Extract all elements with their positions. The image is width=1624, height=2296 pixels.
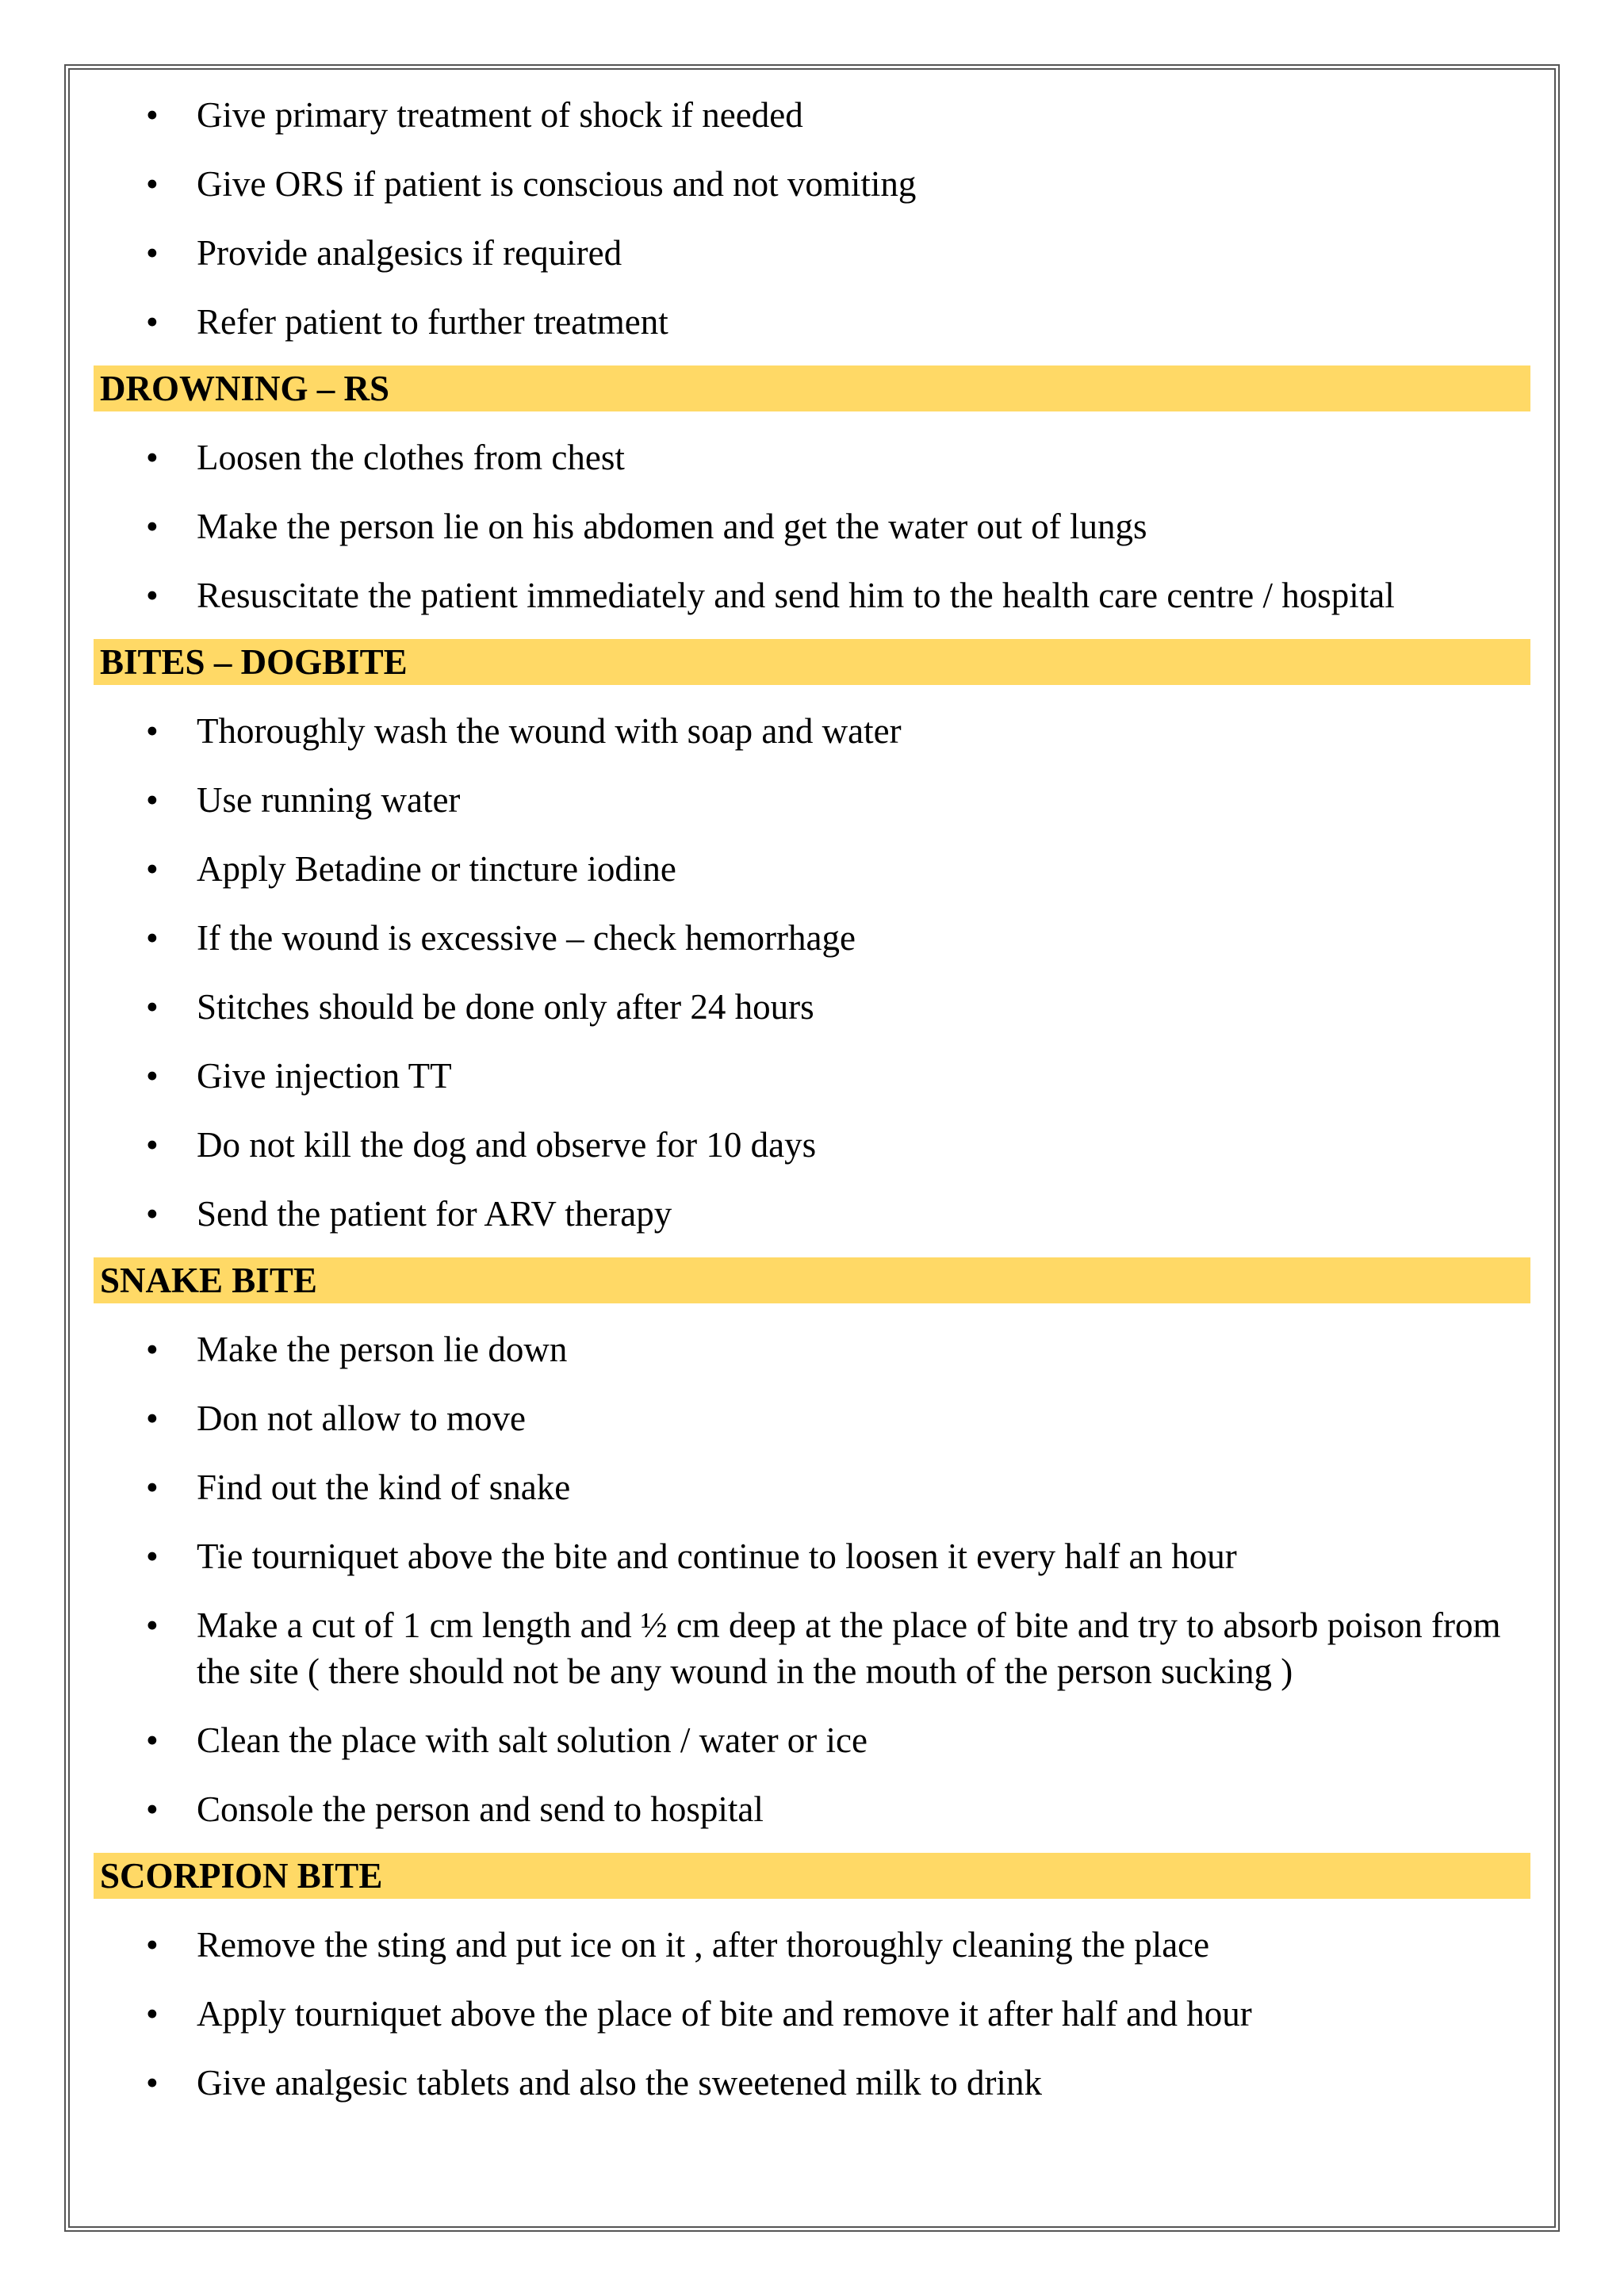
section-header-drowning: DROWNING – RS (94, 365, 1530, 411)
bullet-icon: • (146, 95, 159, 135)
drowning-list (94, 434, 1530, 618)
bullet-icon: • (146, 1994, 159, 2034)
bullet-icon: • (146, 164, 159, 204)
bullet-icon: • (146, 1605, 159, 1645)
bullet-icon: • (146, 1125, 159, 1165)
section-header-dogbite: BITES – DOGBITE (94, 639, 1530, 685)
list-item: • Give analgesic tablets and also the sweetened milk to drink (94, 2060, 1530, 2106)
list-item: • Thoroughly wash the wound with soap and water (94, 708, 1530, 754)
list-item: • Do not kill the dog and observe for 10 days (94, 1122, 1530, 1168)
section-header-scorpion: SCORPION BITE (94, 1853, 1530, 1899)
bullet-icon: • (146, 1194, 159, 1234)
bullet-icon: • (146, 438, 159, 477)
list-item: • Apply tourniquet above the place of bite and remove it after half and hour (94, 1991, 1530, 2037)
bullet-icon: • (146, 576, 159, 615)
snakebite-list (94, 1326, 1530, 1832)
list-item: • Send the patient for ARV therapy (94, 1191, 1530, 1237)
list-item: • Clean the place with salt solution / water or ice (94, 1717, 1530, 1763)
section-header-snakebite: SNAKE BITE (94, 1257, 1530, 1303)
document-content (94, 92, 1530, 2129)
list-item: • Provide analgesics if required (94, 230, 1530, 276)
list-item: • Loosen the clothes from chest (94, 434, 1530, 480)
bullet-icon: • (146, 302, 159, 342)
list-item: • Don not allow to move (94, 1395, 1530, 1441)
bullet-icon: • (146, 1536, 159, 1576)
bullet-icon: • (146, 1399, 159, 1438)
dogbite-list (94, 708, 1530, 1237)
bullet-icon: • (146, 987, 159, 1027)
list-item: • Console the person and send to hospital (94, 1786, 1530, 1832)
list-item: • Resuscitate the patient immediately and send him to the health care centre / hospital (94, 572, 1530, 618)
list-item: • Remove the sting and put ice on it , after thoroughly cleaning the place (94, 1922, 1530, 1968)
scorpion-list (94, 1922, 1530, 2106)
bullet-icon: • (146, 1330, 159, 1369)
bullet-icon: • (146, 780, 159, 820)
bullet-icon: • (146, 849, 159, 889)
list-item: • Use running water (94, 777, 1530, 823)
bullet-icon: • (146, 1720, 159, 1760)
bullet-icon: • (146, 711, 159, 751)
list-item: • Apply Betadine or tincture iodine (94, 846, 1530, 892)
list-item: • Refer patient to further treatment (94, 299, 1530, 345)
bullet-icon: • (146, 507, 159, 546)
bullet-icon: • (146, 1056, 159, 1096)
list-item: • Stitches should be done only after 24 hours (94, 984, 1530, 1030)
list-item: • Find out the kind of snake (94, 1464, 1530, 1510)
list-item: • Tie tourniquet above the bite and continue to loosen it every half an hour (94, 1533, 1530, 1579)
list-item: • Give primary treatment of shock if needed (94, 92, 1530, 138)
intro-list (94, 92, 1530, 345)
bullet-icon: • (146, 918, 159, 958)
list-item: • Give injection TT (94, 1053, 1530, 1099)
bullet-icon: • (146, 1925, 159, 1965)
bullet-icon: • (146, 1468, 159, 1507)
bullet-icon: • (146, 233, 159, 273)
list-item: • Give ORS if patient is conscious and not vomiting (94, 161, 1530, 207)
list-item: • Make the person lie down (94, 1326, 1530, 1372)
bullet-icon: • (146, 2063, 159, 2103)
list-item: • If the wound is excessive – check hemorrhage (94, 915, 1530, 961)
list-item: • Make a cut of 1 cm length and ½ cm deep at the place of bite and try to absorb poison from the site ( there should not be any wound in the mouth of the person sucking ) (94, 1602, 1530, 1694)
list-item: • Make the person lie on his abdomen and get the water out of lungs (94, 503, 1530, 549)
bullet-icon: • (146, 1789, 159, 1829)
